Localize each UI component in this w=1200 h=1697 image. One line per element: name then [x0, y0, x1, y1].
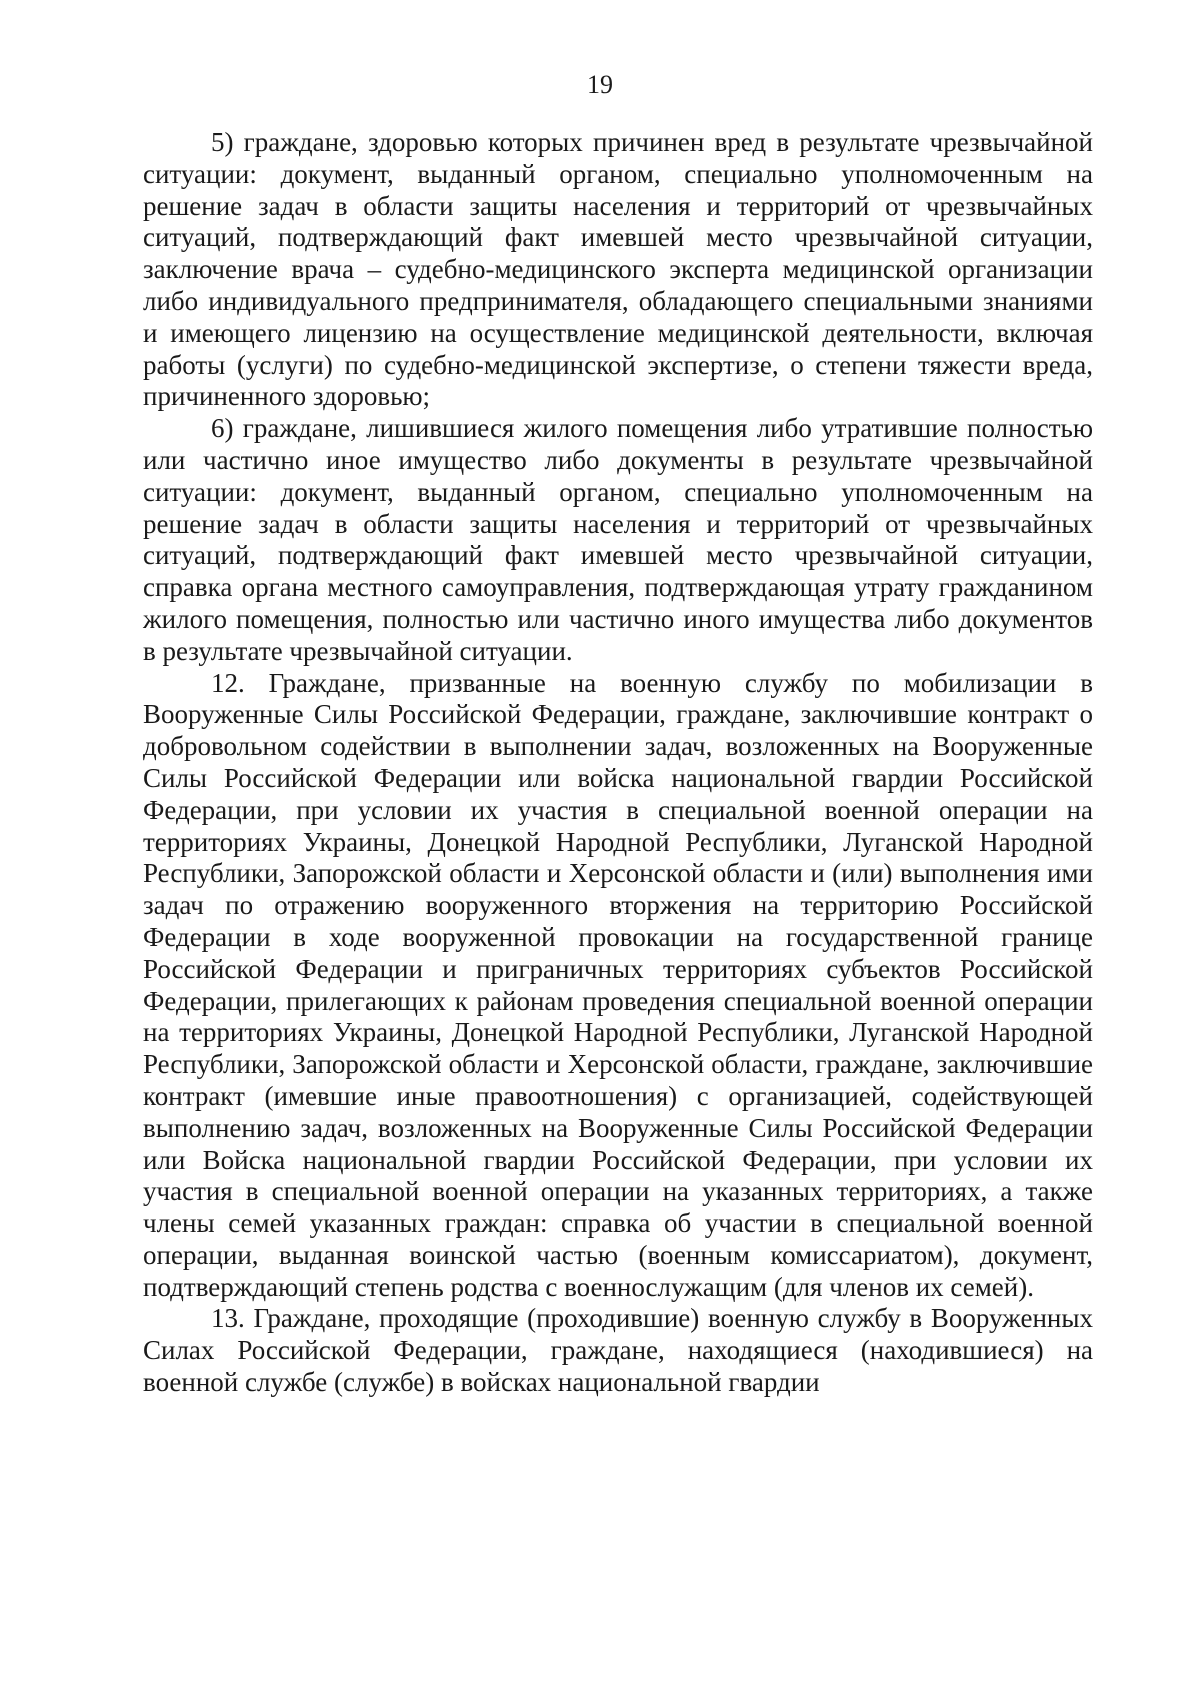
paragraph-item-5: 5) граждане, здоровью которых причинен вред в результате чрезвычайной ситуации: документ, выданный органом, специально уполномоченным на решение задач в области защиты населения и территорий от чрезвычайных ситуаций, подтверждающий факт имевшей место чрезвычайной ситуации, заключение врача – судебно-медицинского эксперта медицинской организации либо индивидуального предпринимателя, обладающего специальными знаниями и имеющего лицензию на осуществление медицинской деятельности, включая работы (услуги) по судебно-медицинской экспертизе, о степени тяжести вреда, причиненного здоровью;: [143, 127, 1093, 412]
document-body: [143, 127, 1093, 1399]
paragraph-clause-13: 13. Граждане, проходящие (проходившие) военную службу в Вооруженных Силах Российской Федерации, граждане, находящиеся (находившиеся) на военной службе (службе) в войсках национальной гвардии: [143, 1303, 1093, 1398]
paragraph-item-6: 6) граждане, лишившиеся жилого помещения либо утратившие полностью или частично иное имущество либо документы в результате чрезвычайной ситуации: документ, выданный органом, специально уполномоченным на решение задач в области защиты населения и территорий от чрезвычайных ситуаций, подтверждающий факт имевшей место чрезвычайной ситуации, справка органа местного самоуправления, подтверждающая утрату гражданином жилого помещения, полностью или частично иного имущества либо документов в результате чрезвычайной ситуации.: [143, 413, 1093, 666]
page-number: 19: [587, 70, 613, 99]
paragraph-clause-12: 12. Граждане, призванные на военную службу по мобилизации в Вооруженные Силы Российской Федерации, граждане, заключившие контракт о добровольном содействии в выполнении задач, возложенных на Вооруженные Силы Российской Федерации или войска национальной гвардии Российской Федерации, при условии их участия в специальной военной операции на территориях Украины, Донецкой Народной Республики, Луганской Народной Республики, Запорожской области и Херсонской области и (или) выполнения ими задач по отражению вооруженного вторжения на территорию Российской Федерации в ходе вооруженной провокации на государственной границе Российской Федерации и приграничных территориях субъектов Российской Федерации, прилегающих к районам проведения специальной военной операции на территориях Украины, Донецкой Народной Республики, Луганской Народной Республики, Запорожской области и Херсонской области, граждане, заключившие контракт (имевшие иные правоотношения) с организацией, содействующей выполнению задач, возложенных на Вооруженные Силы Российской Федерации или Войска национальной гвардии Российской Федерации, при условии их участия в специальной военной операции на указанных территориях, а также члены семей указанных граждан: справка об участии в специальной военной операции, выданная воинской частью (военным комиссариатом), документ, подтверждающий степень родства с военнослужащим (для членов их семей).: [143, 667, 1093, 1302]
